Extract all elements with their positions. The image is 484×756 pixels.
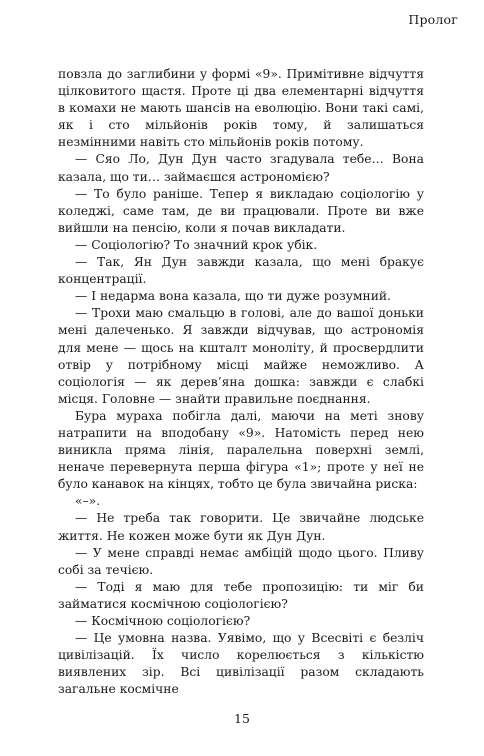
paragraph: — То було раніше. Тепер я викладаю соціологію у коледжі, саме там, де ви працювали. Проте ви вже вийшли на пенсію, коли я почав викладати. bbox=[58, 186, 424, 235]
paragraph: — Соціологію? То значний крок убік. bbox=[75, 237, 318, 252]
paragraph: — І недарма вона казала, що ти дуже розумний. bbox=[75, 289, 392, 304]
running-header: Пролог bbox=[408, 12, 458, 27]
paragraph: — Не треба так говорити. Це звичайне людське життя. Не кожен може бути як Дун Дун. bbox=[58, 511, 424, 543]
paragraph: — Тоді я маю для тебе пропозицію: ти міг би займатися космічною соціологією? bbox=[58, 579, 424, 611]
paragraph: повзла до заглибини у формі «9». Примітивне відчуття цілковитого щастя. Проте ці два елементарні відчуття в комахи не мають шансів на еволюцію. Вони такі самі, як і сто мільйонів років тому, й залишаться незмінними навіть сто мільйонів років потому. bbox=[58, 67, 424, 150]
paragraph: — Трохи маю смальцю в голові, але до вашої доньки мені далеченько. Я завжди відчував, що астрономія для мене — щось на кшталт моноліту, й просвердлити отвір у потрібному місці майже неможливо. А соціологія — як дерев’яна дошка: завжди є слабкі місця. Головне — знайти правильне поєднання. bbox=[58, 306, 424, 406]
body-text bbox=[58, 66, 424, 698]
paragraph: — Космічною соціологією? bbox=[75, 614, 251, 628]
paragraph: — Це умовна назва. Уявімо, що у Всесвіті є безліч цивілізацій. Їх число корелюється з кількістю виявлених зір. Всі цивілізації разом складають загальне космічне bbox=[58, 631, 424, 697]
paragraph: — У мене справді немає амбіцій щодо цього. Пливу собі за течією. bbox=[58, 545, 424, 577]
page-number: 15 bbox=[234, 711, 250, 726]
paragraph: — Сяо Ло, Дун Дун часто згадувала тебе… Вона казала, що ти… займаєшся астрономією? bbox=[58, 152, 424, 184]
paragraph: — Так, Ян Дун завжди казала, що мені бракує концентрації. bbox=[58, 255, 424, 287]
paragraph: Бура мураха побігла далі, маючи на меті знову натрапити на вподобану «9». Натомість перед нею виникла пряма лінія, паралельна поверхні землі, неначе перевернута перша фігура «1»; проте у неї не було канавок на кінцях, тобто це була звичайна риска: bbox=[58, 408, 424, 492]
paragraph: «–». bbox=[75, 494, 101, 509]
